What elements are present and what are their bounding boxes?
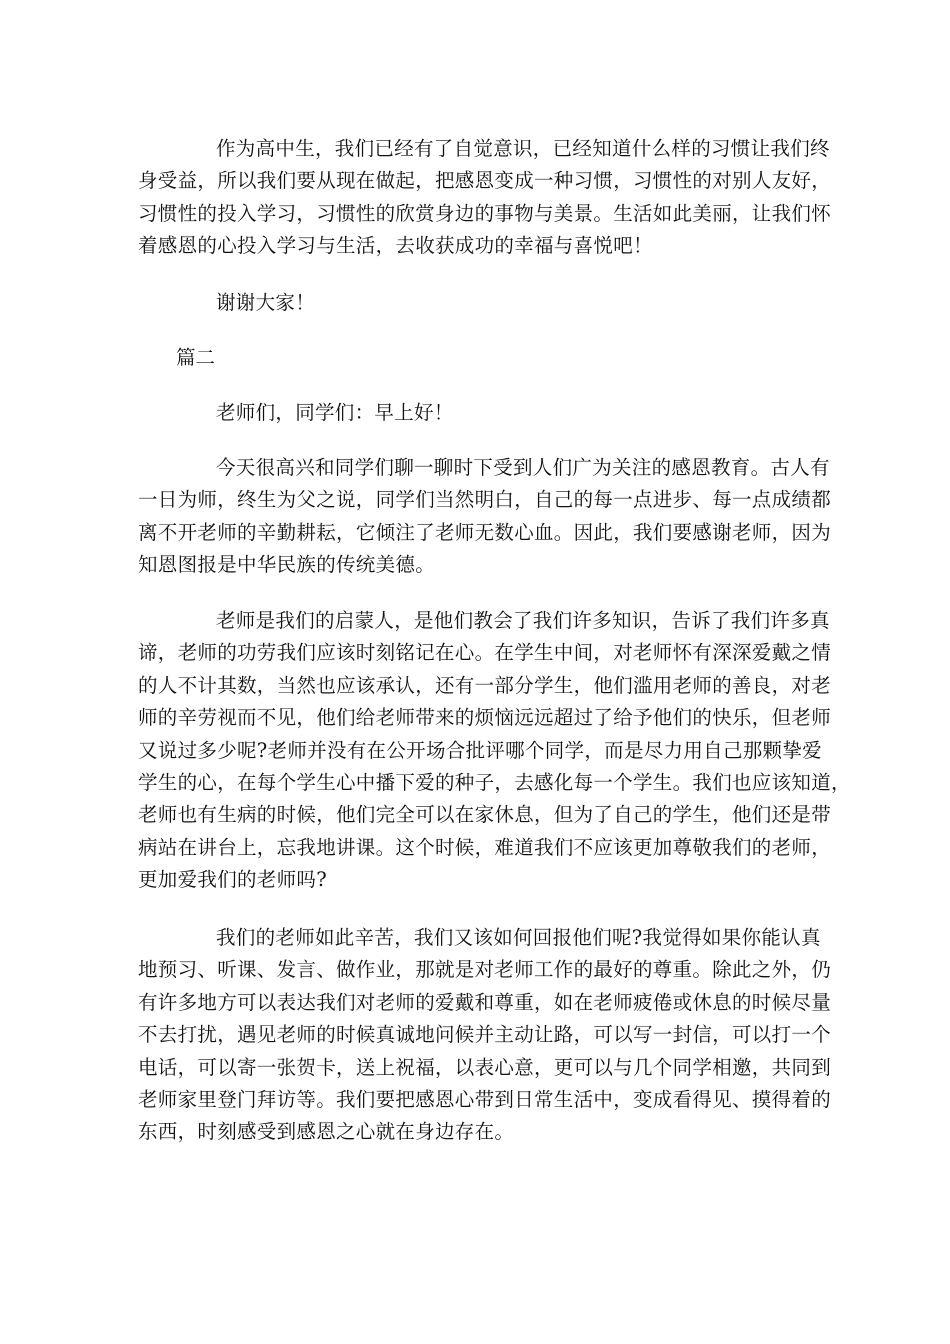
- paragraph-habit-gratitude: [138, 133, 832, 263]
- text-line: 知恩图报是中华民族的传统美德。: [138, 553, 436, 577]
- paragraph-thanks: [138, 287, 810, 319]
- text-line: 有许多地方可以表达我们对老师的爱戴和尊重，如在老师疲倦或休息的时候尽量: [138, 990, 832, 1014]
- text-line: 老师也有生病的时候，他们完全可以在家休息，但为了自己的学生，他们还是带: [138, 803, 832, 827]
- text-line: 病站在讲台上，忘我地讲课。这个时候，难道我们不应该更加尊敬我们的老师，: [138, 835, 832, 859]
- text-line: 更加爱我们的老师吗?: [138, 868, 327, 892]
- text-line: 地预习、听课、发言、做作业，那就是对老师工作的最好的尊重。除此之外，仍: [138, 958, 832, 982]
- text-line: 今天很高兴和同学们聊一聊时下受到人们广为关注的感恩教育。古人有: [216, 456, 830, 479]
- text-line: 电话，可以寄一张贺卡，送上祝福，以表心意，更可以与几个同学相邀，共同到: [138, 1055, 832, 1079]
- paragraph-greeting: [138, 397, 810, 429]
- paragraph-repay-teachers: [138, 922, 832, 1149]
- text-line: 离不开老师的辛勤耕耘，它倾注了老师无数心血。因此，我们要感谢老师，因为: [138, 520, 832, 544]
- text-line: 又说过多少呢?老师并没有在公开场合批评哪个同学，而是尽力用自己那颗挚爱: [138, 738, 822, 762]
- paragraph-teachers-guides: [138, 605, 851, 897]
- text-line: 老师们，同学们：早上好！: [216, 401, 454, 424]
- text-line: 谛，老师的功劳我们应该时刻铭记在心。在学生中间，对老师怀有深深爱戴之情: [138, 641, 832, 665]
- text-line: 老师家里登门拜访等。我们要把感恩心带到日常生活中，变成看得见、摸得着的: [138, 1088, 832, 1112]
- text-line: 我们的老师如此辛苦，我们又该如何回报他们呢?我觉得如果你能认真: [216, 926, 821, 949]
- text-line: 老师是我们的启蒙人，是他们教会了我们许多知识，告诉了我们许多真: [216, 609, 830, 632]
- paragraph-gratitude-education: [138, 452, 832, 582]
- text-line: 学生的心，在每个学生心中播下爱的种子，去感化每一个学生。我们也应该知道，: [138, 771, 851, 795]
- text-line: 的人不计其数，当然也应该承认，还有一部分学生，他们滥用老师的善良，对老: [138, 673, 832, 697]
- text-line: 习惯性的投入学习，习惯性的欣赏身边的事物与美景。生活如此美丽，让我们怀: [138, 201, 832, 225]
- section-title: 篇二: [176, 346, 216, 369]
- text-line: 一日为师，终生为父之说，同学们当然明白，自己的每一点进步、每一点成绩都: [138, 488, 832, 512]
- text-line: 谢谢大家！: [216, 291, 316, 314]
- text-line: 身受益，所以我们要从现在做起，把感恩变成一种习惯，习惯性的对别人友好，: [138, 169, 832, 193]
- text-line: 作为高中生，我们已经有了自觉意识，已经知道什么样的习惯让我们终: [216, 137, 830, 160]
- text-line: 东西，时刻感受到感恩之心就在身边存在。: [138, 1120, 515, 1144]
- text-line: 不去打扰，遇见老师的时候真诚地问候并主动让路，可以写一封信，可以打一个: [138, 1023, 832, 1047]
- text-line: 着感恩的心投入学习与生活，去收获成功的幸福与喜悦吧！: [138, 234, 653, 258]
- text-line: 师的辛劳视而不见，他们给老师带来的烦恼远远超过了给予他们的快乐，但老师: [138, 706, 832, 730]
